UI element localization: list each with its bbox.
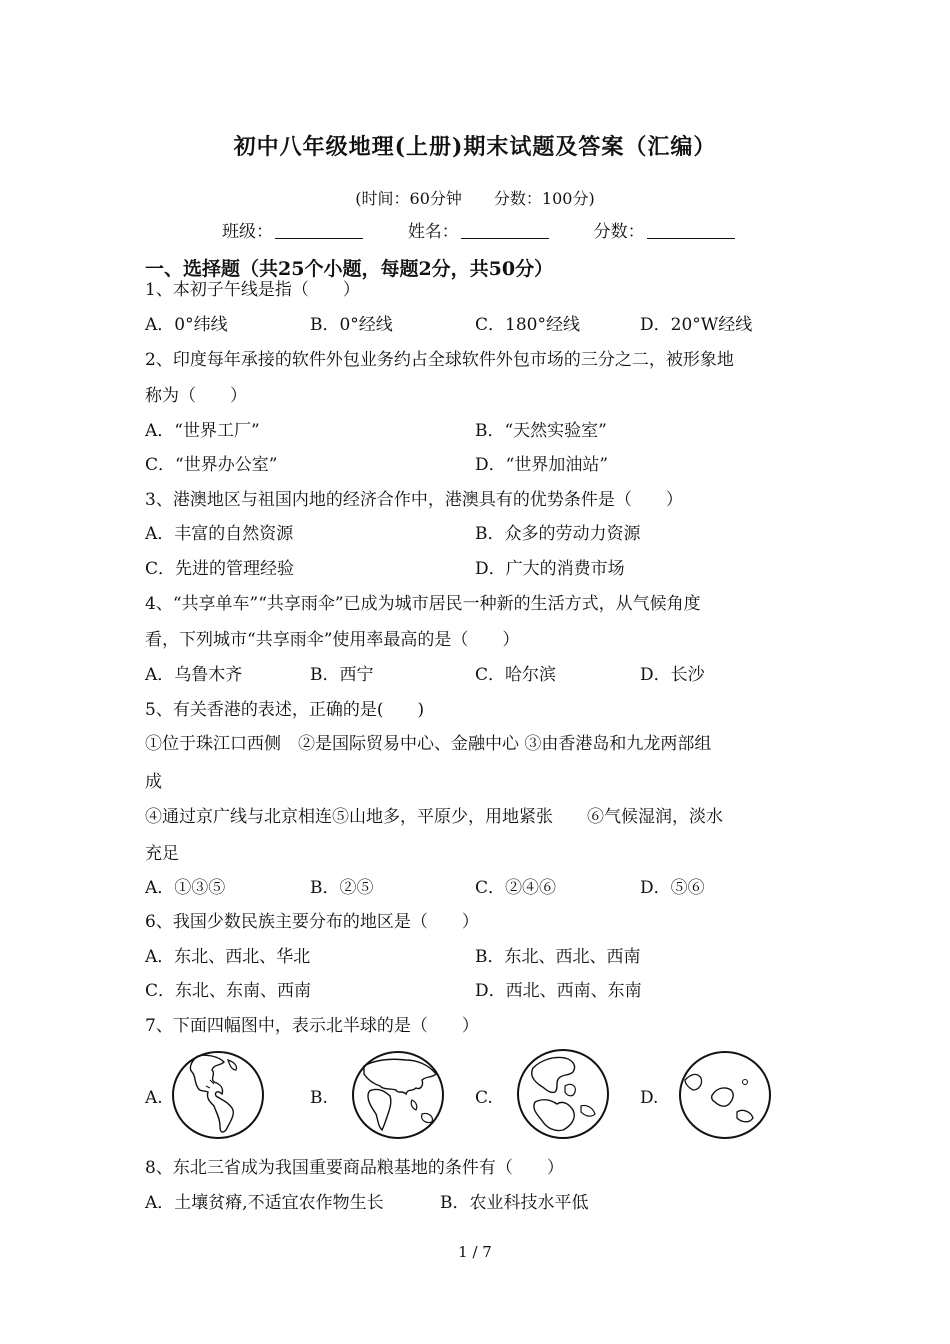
q1-option-a: A．0°纬线: [145, 315, 228, 335]
q2-option-b: B．“天然实验室”: [475, 421, 607, 441]
q3-option-c: C．先进的管理经验: [145, 559, 295, 579]
q6-option-c: C．东北、东南、西南: [145, 981, 312, 1001]
q5-option-b: B．②⑤: [310, 878, 374, 898]
name-blank[interactable]: [461, 222, 549, 239]
name-label: 姓名：: [407, 222, 459, 242]
q5-statement-3: ④通过京广线与北京相连⑤山地多，平原少，用地紧张 ⑥气候湿润，淡水: [145, 807, 723, 827]
q6-option-a: A．东北、西北、华北: [145, 947, 311, 967]
q5-option-a: A．①③⑤: [145, 878, 226, 898]
q7-option-d: D.: [640, 1088, 659, 1108]
q2-option-a: A．“世界工厂”: [145, 421, 260, 441]
q4-option-b: B．西宁: [310, 665, 374, 685]
q5-stem: 5、有关香港的表述，正确的是( ): [145, 700, 425, 720]
q4-stem-1: 4、“共享单车”“共享雨伞”已成为城市居民一种新的生活方式，从气候角度: [145, 594, 701, 614]
score-blank[interactable]: [647, 222, 735, 239]
q8-option-b: B．农业科技水平低: [440, 1193, 589, 1213]
q5-option-c: C．②④⑥: [475, 878, 557, 898]
q1-option-b: B．0°经线: [310, 315, 393, 335]
q1-option-d: D．20°W经线: [640, 315, 753, 335]
q8-option-a: A．土壤贫瘠,不适宜农作物生长: [145, 1193, 384, 1213]
score-label: 分数：: [593, 222, 645, 242]
q7-option-a: A.: [145, 1088, 163, 1108]
globe-africa-eurasia-icon: [350, 1050, 446, 1140]
q3-option-d: D．广大的消费市场: [475, 559, 625, 579]
q5-statement-4: 充足: [145, 844, 179, 864]
q7-option-b: B.: [310, 1088, 328, 1108]
q8-stem: 8、东北三省成为我国重要商品粮基地的条件有（ ）: [145, 1158, 564, 1178]
q3-option-a: A．丰富的自然资源: [145, 524, 294, 544]
q3-stem: 3、港澳地区与祖国内地的经济合作中，港澳具有的优势条件是（ ）: [145, 490, 683, 510]
q2-option-c: C．“世界办公室”: [145, 455, 278, 475]
time-score: (时间：60分钟 分数：100分): [355, 189, 595, 208]
class-blank[interactable]: [275, 222, 363, 239]
q4-option-c: C．哈尔滨: [475, 665, 557, 685]
q6-option-d: D．西北、西南、东南: [475, 981, 642, 1001]
q2-stem-2: 称为（ ）: [145, 386, 247, 406]
q7-stem: 7、下面四幅图中，表示北半球的是（ ）: [145, 1016, 479, 1036]
q6-option-b: B．东北、西北、西南: [475, 947, 641, 967]
q4-option-a: A．乌鲁木齐: [145, 665, 243, 685]
q2-stem-1: 2、印度每年承接的软件外包业务约占全球软件外包市场的三分之二，被形象地: [145, 350, 734, 370]
q5-statement-1: ①位于珠江口西侧 ②是国际贸易中心、金融中心 ③由香港岛和九龙两部组: [145, 734, 712, 754]
q5-option-d: D．⑤⑥: [640, 878, 705, 898]
page-title: 初中八年级地理(上册)期末试题及答案（汇编）: [233, 134, 717, 160]
q4-stem-2: 看，下列城市“共享雨伞”使用率最高的是（ ）: [145, 630, 520, 650]
q3-option-b: B．众多的劳动力资源: [475, 524, 641, 544]
q4-option-d: D．长沙: [640, 665, 705, 685]
globe-south-polar-icon: [677, 1050, 773, 1140]
q6-stem: 6、我国少数民族主要分布的地区是（ ）: [145, 912, 479, 932]
q7-option-c: C.: [475, 1088, 493, 1108]
section-heading: 一、选择题（共25个小题，每题2分，共50分）: [145, 258, 554, 280]
globe-americas-icon: [170, 1050, 266, 1140]
info-row: [222, 220, 735, 244]
q2-option-d: D．“世界加油站”: [475, 455, 609, 475]
page-number: 1 / 7: [458, 1243, 492, 1261]
globe-north-polar-icon: [515, 1048, 611, 1140]
q5-statement-2: 成: [145, 772, 162, 792]
q1-stem: 1、本初子午线是指（ ）: [145, 280, 360, 300]
class-label: 班级：: [222, 222, 273, 242]
q1-option-c: C．180°经线: [475, 315, 580, 335]
